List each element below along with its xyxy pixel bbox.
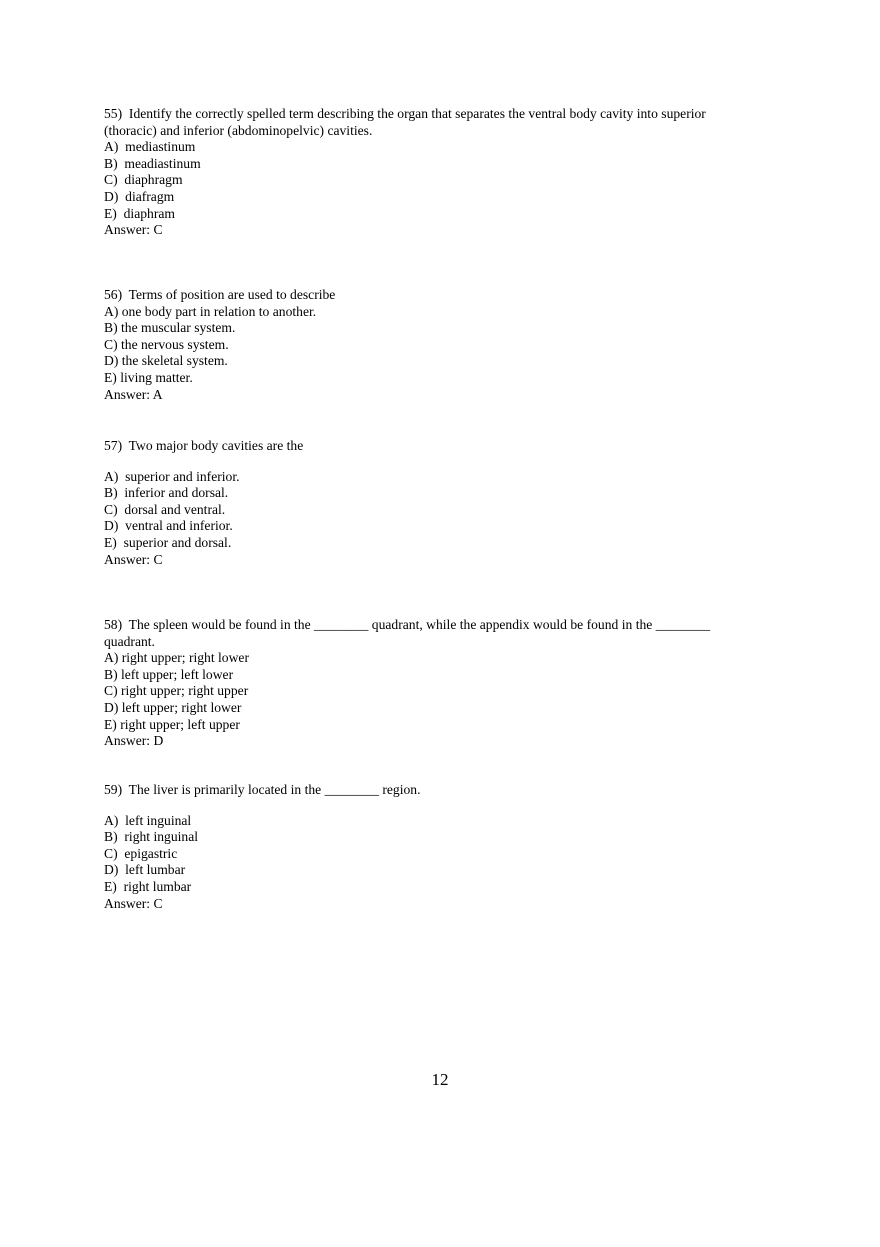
option-c: C) diaphragm bbox=[104, 172, 183, 188]
question-stem: quadrant. bbox=[104, 633, 155, 649]
blank-line bbox=[104, 799, 764, 813]
answer: Answer: A bbox=[104, 386, 163, 402]
question-stem: 56) Terms of position are used to describe bbox=[104, 287, 336, 302]
option-b: B) left upper; left lower bbox=[104, 666, 234, 682]
answer: Answer: D bbox=[104, 733, 164, 749]
option-b: B) inferior and dorsal. bbox=[104, 485, 229, 501]
question-59 bbox=[104, 782, 764, 912]
option-e: E) right lumbar bbox=[104, 878, 192, 894]
option-b: B) right inguinal bbox=[104, 829, 199, 845]
option-d: D) diafragm bbox=[104, 188, 175, 204]
option-a: A) mediastinum bbox=[104, 139, 196, 155]
question-57 bbox=[104, 438, 764, 568]
question-stem: 55) Identify the correctly spelled term describing the organ that separates the ventral body cavity into superior bbox=[104, 106, 706, 121]
option-e: E) living matter. bbox=[104, 369, 193, 385]
question-stem: 57) Two major body cavities are the bbox=[104, 438, 304, 453]
question-56 bbox=[104, 287, 764, 403]
question-stem: (thoracic) and inferior (abdominopelvic) cavities. bbox=[104, 122, 373, 138]
option-b: B) the muscular system. bbox=[104, 320, 236, 336]
answer: Answer: C bbox=[104, 895, 163, 911]
option-a: A) right upper; right lower bbox=[104, 650, 249, 666]
option-e: E) diaphram bbox=[104, 205, 175, 221]
option-d: D) the skeletal system. bbox=[104, 353, 228, 369]
question-stem: 59) The liver is primarily located in the ________ region. bbox=[104, 782, 421, 797]
question-55 bbox=[104, 106, 764, 239]
option-c: C) the nervous system. bbox=[104, 336, 229, 352]
answer: Answer: C bbox=[104, 222, 163, 238]
option-d: D) left lumbar bbox=[104, 862, 186, 878]
blank-line bbox=[104, 455, 764, 469]
option-e: E) right upper; left upper bbox=[104, 716, 240, 732]
answer: Answer: C bbox=[104, 551, 163, 567]
option-e: E) superior and dorsal. bbox=[104, 534, 232, 550]
option-d: D) ventral and inferior. bbox=[104, 518, 233, 534]
option-a: A) superior and inferior. bbox=[104, 468, 240, 484]
option-a: A) left inguinal bbox=[104, 812, 192, 828]
question-58 bbox=[104, 617, 764, 750]
option-c: C) dorsal and ventral. bbox=[104, 501, 226, 517]
option-a: A) one body part in relation to another. bbox=[104, 303, 317, 319]
option-b: B) meadiastinum bbox=[104, 155, 201, 171]
option-c: C) epigastric bbox=[104, 845, 178, 861]
question-stem: 58) The spleen would be found in the ________ quadrant, while the appendix would be found in the ________ bbox=[104, 617, 711, 632]
option-d: D) left upper; right lower bbox=[104, 699, 242, 715]
option-c: C) right upper; right upper bbox=[104, 683, 249, 699]
page-number: 12 bbox=[431, 1070, 449, 1089]
